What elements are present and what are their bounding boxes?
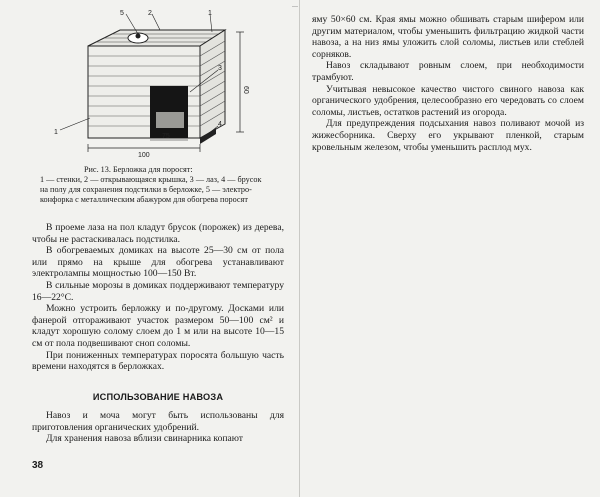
page-number: 38 xyxy=(32,460,44,471)
paragraph: яму 50×60 см. Края ямы можно обшивать старым шифером или другим материалом, чтобы уменьшить фильтрацию жидкой части навоза, а на низ ямы уложить слой соломы, листьев или стеблей сорняков. xyxy=(312,14,584,60)
section-heading: ИСПОЛЬЗОВАНИЕ НАВОЗА xyxy=(92,392,224,402)
left-body xyxy=(32,222,284,373)
label-1-top: 1 xyxy=(208,10,212,17)
right-body xyxy=(312,14,584,153)
caption-line: конфорка с металлическим абажуром для обогрева поросят xyxy=(40,195,248,204)
top-mark: ... xyxy=(292,0,298,9)
paragraph: При пониженных температурах поросята большую часть времени находятся в берложках. xyxy=(32,349,284,373)
paragraph: Навоз и моча могут быть использованы для приготовления органических удобрений. xyxy=(32,410,284,433)
dim-inner: 75 xyxy=(162,133,170,140)
dim-width: 100 xyxy=(138,152,150,158)
paragraph: В проеме лаза на пол кладут брусок (порожек) из дерева, чтобы не растаскивалась подстилка. xyxy=(32,222,284,245)
right-page xyxy=(300,0,600,497)
paragraph: Можно устроить берложку и по-другому. Досками или фанерой отгораживают участок размером 50—100 см² и кладут хорошую солому слоем до 1 м или на высоте 10—15 см от пола подвешивают сноп соломы. xyxy=(32,303,284,349)
paragraph: Навоз складывают ровным слоем, при необходимости трамбуют. xyxy=(312,60,584,83)
paragraph: Для предупреждения подсыхания навоз поливают мочой из жижесборника. Сверху его укрывают пленкой, старым кровельным железом, чтобы уменьшить расплод мух. xyxy=(312,118,584,153)
label-1-left: 1 xyxy=(54,129,58,136)
label-2: 2 xyxy=(148,10,152,17)
caption-line: на полу для сохранения подстилки в берложке, 5 — электро- xyxy=(40,185,252,194)
paragraph: В обогреваемых домиках на высоте 25—30 см от пола или прямо на крыше для обогрева устанавливают электролампы мощностью 100—150 Вт. xyxy=(32,245,284,280)
caption-title: Рис. 13. Берложка для поросят: xyxy=(84,165,193,174)
dim-height: 60 xyxy=(242,86,249,94)
paragraph: Для хранения навоза вблизи свинарника копают xyxy=(46,433,244,445)
figure-piglet-den xyxy=(40,8,275,158)
paragraph: Учитывая невысокое качество чистого свиного навоза как органического удобрения, целесообразно его чередовать со слоем соломы, листьев, остатков растений из огорода. xyxy=(312,83,584,118)
left-body-after-heading xyxy=(32,410,284,445)
figure-caption xyxy=(40,165,284,205)
label-3: 3 xyxy=(218,65,222,72)
label-5: 5 xyxy=(120,10,124,17)
den-diagram xyxy=(40,8,275,158)
paragraph: В сильные морозы в домиках поддерживают температуру 16—22°C. xyxy=(32,279,284,303)
caption-line: 1 — стенки, 2 — открывающаяся крышка, 3 — лаз, 4 — брусок xyxy=(40,175,262,184)
label-4: 4 xyxy=(218,121,222,128)
